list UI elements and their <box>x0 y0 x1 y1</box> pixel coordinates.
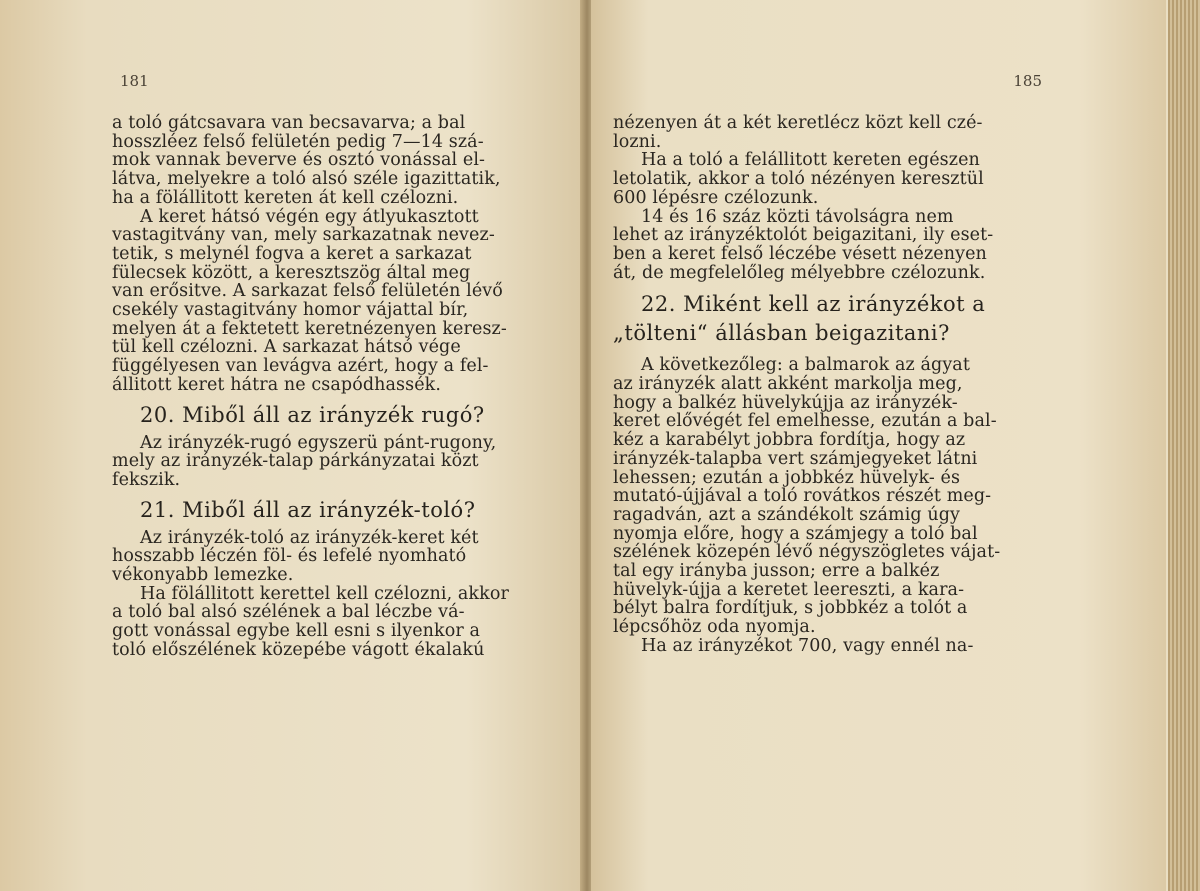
text-line: mok vannak beverve és osztó vonással el- <box>112 150 486 171</box>
text-line: vastagitvány van, mely sarkazatnak nevez- <box>112 225 495 246</box>
section-heading-line: 22. Miként kell az irányzékot a <box>641 292 986 317</box>
text-line: Ha fölállitott kerettel kell czélozni, akkor <box>140 583 509 604</box>
text-line: keret elővégét fel emelhesse, ezután a bal- <box>613 411 997 432</box>
text-line: Az irányzék-toló az irányzék-keret két <box>140 527 479 548</box>
text-line: vékonyabb lemezke. <box>112 565 294 586</box>
text-line: kéz a karabélyt jobbra fordítja, hogy az <box>613 430 966 451</box>
text-line: ha a fölállitott kereten át kell czélozni. <box>112 187 459 208</box>
text-line: látva, melyekre a toló alsó széle igazittatik, <box>112 169 501 190</box>
text-line: hosszléez felső felületén pedig 7—14 szá- <box>112 131 484 152</box>
text-line: lehet az irányzéktolót beigazitani, ily eset- <box>613 225 994 246</box>
text-line: 14 és 16 száz közti távolságra nem <box>641 206 954 227</box>
text-line: állitott keret hátra ne csapódhassék. <box>112 374 442 395</box>
text-line: tal egy irányba jusson; erre a balkéz <box>613 561 940 582</box>
text-line: A keret hátsó végén egy átlyukasztott <box>140 206 479 227</box>
text-line: bélyt balra fordítjuk, s jobbkéz a tolót a <box>613 598 968 619</box>
text-line: van erősitve. A sarkazat felső felületén lévő <box>112 281 503 302</box>
section-heading: 21. Miből áll az irányzék-toló? <box>140 497 476 522</box>
text-line: Az irányzék-rugó egyszerü pánt-rugony, <box>140 432 497 453</box>
text-line: a toló gátcsavara van becsavarva; a bal <box>112 113 466 133</box>
left-page-body <box>112 114 543 660</box>
text-line: az irányzék alatt akként markolja meg, <box>613 374 963 395</box>
text-line: ragadván, azt a szándékolt számig úgy <box>613 504 961 525</box>
text-line: lépcsőhöz oda nyomja. <box>613 617 816 638</box>
text-line: melyen át a fektetett keretnézenyen keresz- <box>112 318 507 339</box>
text-line: Ha az irányzékot 700, vagy ennél na- <box>641 635 974 656</box>
text-line: szélének közepén lévő négyszögletes vájat- <box>613 542 1001 563</box>
text-line: hogy a balkéz hüvelykújja az irányzék- <box>613 392 958 413</box>
text-line: fülecsek között, a keresztszög által meg <box>112 262 471 283</box>
text-line: ben a keret felső léczébe vésett nézenyen <box>613 243 987 264</box>
text-line: függélyesen van levágva azért, hogy a fel- <box>112 356 489 377</box>
text-line: irányzék-talapba vert számjegyeket látni <box>613 448 978 469</box>
text-line: csekély vastagitvány homor vájattal bír, <box>112 300 469 321</box>
right-page-number: 185 <box>1013 72 1042 90</box>
text-line: nézenyen át a két keretlécz közt kell czé- <box>613 113 983 133</box>
text-line: tül kell czélozni. A sarkazat hátsó vége <box>112 337 461 358</box>
text-line: lozni. <box>613 131 662 152</box>
page-edges <box>1168 0 1200 891</box>
left-page <box>0 0 583 891</box>
text-line: át, de megfelelőleg mélyebbre czélozunk. <box>613 262 986 283</box>
text-line: hosszabb léczén föl- és lefelé nyomható <box>112 546 467 567</box>
text-line: letolatik, akkor a toló nézényen keresztül <box>613 169 984 190</box>
text-line: lehessen; ezután a jobbkéz hüvelyk- és <box>613 467 961 488</box>
text-line: a toló bal alsó szélének a bal léczbe vá- <box>112 602 465 623</box>
section-heading: 20. Miből áll az irányzék rugó? <box>140 402 485 427</box>
text-line: gott vonással egybe kell esni s ilyenkor a <box>112 621 481 642</box>
text-line: tetik, s melynél fogva a keret a sarkazat <box>112 243 472 264</box>
text-line: mely az irányzék-talap párkányzatai közt <box>112 451 479 472</box>
text-line: A következőleg: a balmarok az ágyat <box>641 355 970 376</box>
text-line: fekszik. <box>112 469 181 490</box>
left-page-number: 181 <box>120 72 149 90</box>
text-line: toló előszélének közepébe vágott ékalakú <box>112 639 485 660</box>
text-line: mutató-újjával a toló rovátkos részét meg- <box>613 486 992 507</box>
text-line: hüvelyk-újja a keretet leereszti, a kara- <box>613 579 965 600</box>
section-heading-line: „tölteni“ állásban beigazitani? <box>613 321 950 346</box>
text-line: nyomja előre, hogy a számjegy a toló bal <box>613 523 978 544</box>
text-line: 600 lépésre czélozunk. <box>613 187 819 208</box>
right-page-body <box>613 114 1046 656</box>
text-line: Ha a toló a felállitott kereten egészen <box>641 150 980 171</box>
right-page <box>591 0 1166 891</box>
